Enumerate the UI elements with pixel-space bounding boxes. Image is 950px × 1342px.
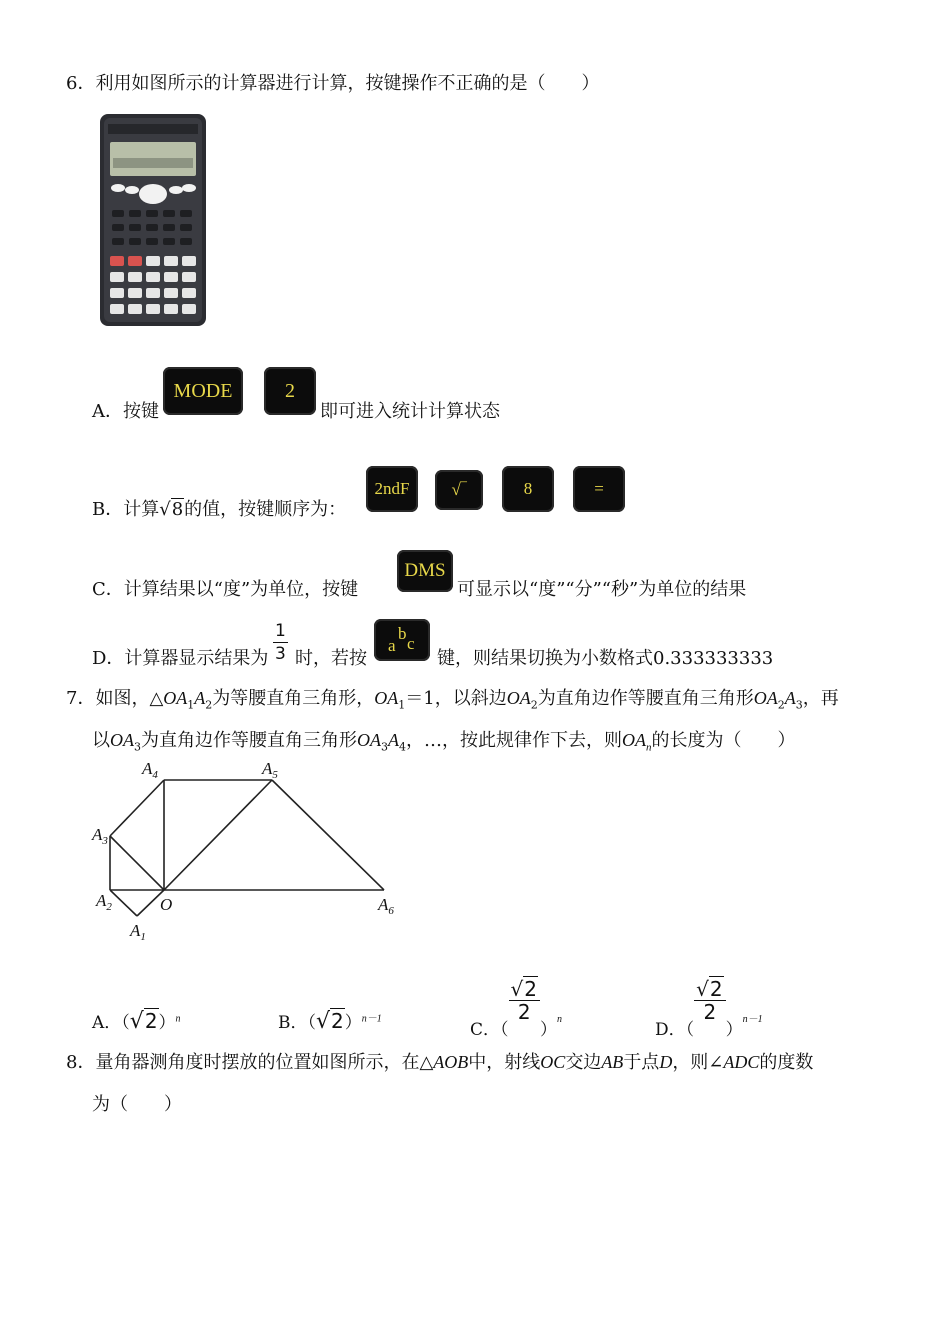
mode-key: MODE — [163, 367, 243, 415]
abc-key-b: b — [398, 624, 407, 643]
two-key: 2 — [264, 367, 316, 415]
q6-stem: 6．利用如图所示的计算器进行计算，按键操作不正确的是（ ） — [66, 73, 600, 94]
q7-line2: 以$OA_3$为直角边作等腰直角三角形$OA_3A_4$，…，按此规律作下去，则$OA_n$的长度为（ ） — [92, 730, 796, 754]
label-A1: $A_1$ — [130, 921, 146, 943]
label-A5: $A_5$ — [262, 759, 278, 781]
2ndf-key: 2ndF — [366, 466, 418, 512]
q7-line1: 7．如图，$\triangle OA_1A_2$为等腰直角三角形，$OA_1=1$，以斜边$OA_2$为直角边作等腰直角三角形$OA_2A_3$，再 — [66, 688, 839, 712]
q6-optionD-prefix: D．计算器显示结果为 — [92, 648, 269, 669]
q7-triangle-figure — [90, 758, 420, 948]
label-A2: $A_2$ — [96, 891, 112, 913]
abc-key — [374, 619, 430, 661]
label-A4: $A_4$ — [142, 759, 158, 781]
label-A3: $A_3$ — [92, 825, 108, 847]
q7-option-C: C．（ $\frac{√2}{2}$ ）$_n$ — [470, 977, 562, 1040]
abc-key-a: a — [388, 636, 396, 655]
q6-optionB — [92, 498, 346, 522]
fraction-denominator: 3 — [275, 644, 286, 664]
q6-optionC-suffix: 可显示以“度”“分”“秒”为单位的结果 — [457, 579, 747, 600]
q6-optionA-suffix: 即可进入统计计算状态 — [320, 401, 500, 422]
sqrt8-radicand: 8 — [171, 499, 184, 520]
q6-optionC-prefix: C．计算结果以“度”为单位，按键 — [92, 579, 359, 600]
q6-optionB-suffix: 的值，按键顺序为： — [184, 499, 347, 520]
one-third-fraction — [273, 620, 288, 665]
equals-key: = — [573, 466, 625, 512]
sqrt-key: √‾ — [435, 470, 483, 510]
label-A6: $A_6$ — [378, 895, 394, 917]
calculator-image — [98, 112, 210, 330]
q7-option-D: D．（ $\frac{√2}{2}$ ）$_{n-1}$ — [655, 977, 763, 1040]
label-O: O — [160, 895, 173, 914]
q6-optionD-suffix: 键，则结果切换为小数格式0.333333333 — [437, 648, 774, 669]
q6-optionD-mid: 时，若按 — [295, 648, 367, 669]
eight-key: 8 — [502, 466, 554, 512]
q6-optionB-prefix: B．计算 — [92, 499, 160, 520]
fraction-numerator: 1 — [275, 621, 286, 641]
abc-key-c: c — [407, 634, 415, 653]
q8-line1: 8．量角器测角度时摆放的位置如图所示，在△AOB中，射线OC交边AB于点D，则∠ADC的度数 — [66, 1052, 814, 1073]
q8-line2: 为（ ） — [92, 1094, 182, 1115]
q7-option-B: B．$(√2)^{n-1}$ — [278, 1009, 382, 1034]
sqrt8-expression: √8 — [159, 499, 184, 520]
q6-optionA-prefix: A．按键 — [92, 401, 159, 422]
dms-key: DMS — [397, 550, 453, 592]
q7-option-A: A．$(√2)^n$ — [92, 1009, 181, 1034]
